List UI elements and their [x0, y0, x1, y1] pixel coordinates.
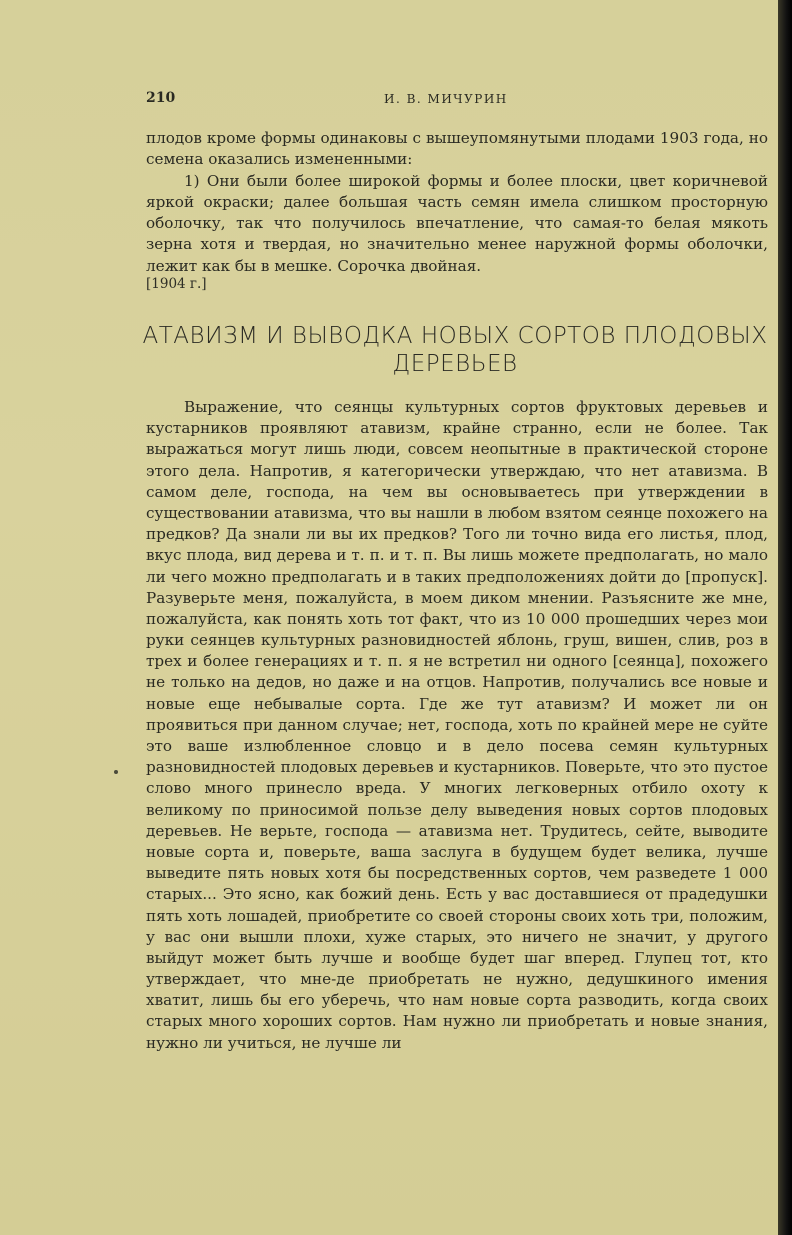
article-title-line-2: ДЕРЕВЬЕВ — [392, 351, 518, 377]
article-title — [140, 322, 770, 378]
margin-speck — [114, 770, 118, 774]
article-body — [146, 397, 768, 1054]
date-note: [1904 г.] — [146, 276, 207, 292]
article-paragraph: Выражение, что сеянцы культурных сортов фруктовых деревьев и кустарников проявляют атавизм, крайне странно, если не более. Так выражаться могут лишь люди, совсем неопытные в практической стороне этого дела. Напротив, я категорически утверждаю, что нет атавизма. В самом деле, господа, на чем вы основываетесь при утверждении в существовании атавизма, что вы нашли в любом взятом сеянце похожего на предков? Да знали ли вы их предков? Того ли точно вида его листья, плод, вкус плода, вид дерева и т. п. и т. п. Вы лишь можете предполагать, но мало ли чего можно предполагать и в таких предположениях дойти до [пропуск]. Разуверьте меня, пожалуйста, в моем диком мнении. Разъясните же мне, пожалуйста, как понять хоть тот факт, что из 10 000 прошедших через мои руки сеянцев культурных разновидностей яблонь, груш, вишен, слив, роз в трех и более генерациях и т. п. я не встретил ни одного [сеянца], похожего не только на дедов, но даже и на отцов. Напротив, получались все новые и новые еще небывалые сорта. Где же тут атавизм? И может ли он проявиться при данном случае; нет, господа, хоть по крайней мере не суйте это ваше излюбленное словцо и в дело посева семян культурных разновидностей плодовых деревьев и кустарников. Поверьте, что это пустое слово много принесло вреда. У многих легковерных отбило охоту к великому по приносимой пользе делу выведения новых сортов плодовых деревьев. Не верьте, господа — атавизма нет. Трудитесь, сейте, выводите новые сорта и, поверьте, ваша заслуга в будущем будет велика, лучше выведите пять новых хотя бы посредственных сортов, чем разведете 1 000 старых... Это ясно, как божий день. Есть у вас доставшиеся от прадедушки пять хоть лошадей, приобретите со своей стороны своих хоть три, положим, у вас они вышли плохи, хуже старых, это ничего не значит, у другого выйдут может быть лучше и вообще будет шаг вперед. Глупец тот, кто утверждает, что мне-де приобретать не нужно, дедушкиного имения хватит, лишь бы его уберечь, что нам новые сорта разводить, когда своих старых много хороших сортов. Нам нужно ли приобретать и новые знания, нужно ли учиться, не лучше ли — [146, 398, 768, 1052]
article-title-line-1: АТАВИЗМ И ВЫВОДКА НОВЫХ СОРТОВ ПЛОДОВЫХ — [142, 323, 768, 349]
page-header — [146, 90, 766, 110]
running-head: И. В. МИЧУРИН — [384, 92, 508, 106]
intro-paragraph-1: плодов кроме формы одинаковы с вышеупомянутыми плодами 1903 года, но семена оказались измененными: — [146, 129, 768, 169]
intro-paragraph-2: 1) Они были более широкой формы и более плоски, цвет коричневой яркой окраски; далее большая часть семян имела слишком просторную оболочку, так что получилось впечатление, что самая-то белая мякоть зерна хотя и твердая, но значительно менее наружной формы оболочки, лежит как бы в мешке. Сорочка двойная. — [146, 171, 768, 275]
page-number: 210 — [146, 90, 176, 106]
intro-text — [146, 128, 768, 277]
page-edge-shadow — [778, 0, 792, 1235]
